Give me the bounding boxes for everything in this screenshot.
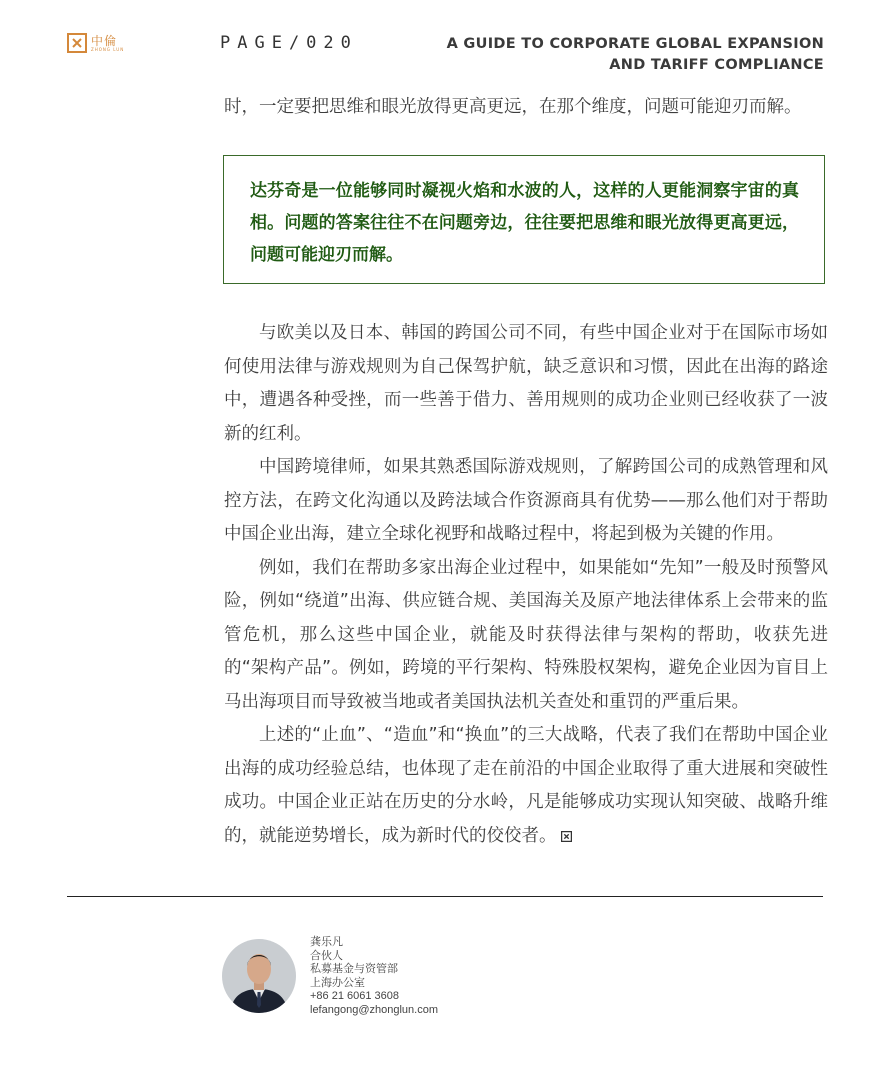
document-title-line-2: AND TARIFF COMPLIANCE xyxy=(609,57,824,73)
document-title-line-1: A GUIDE TO CORPORATE GLOBAL EXPANSION xyxy=(446,36,824,52)
author-name: 龚乐凡 xyxy=(310,936,343,948)
body-text xyxy=(224,317,828,853)
author-office: 上海办公室 xyxy=(310,976,365,989)
footer-divider xyxy=(67,896,823,897)
intro-text-block xyxy=(224,91,828,125)
page-number: PAGE/020 xyxy=(220,33,358,53)
body-paragraph-4-text: 上述的“止血”、“造血”和“换血”的三大战略，代表了我们在帮助中国企业出海的成功经验总结，也体现了走在前沿的中国企业取得了重大进展和突破性成功。中国企业正站在历史的分水岭，凡是能够成功实现认知突破、战略升维的，就能逆势增长，成为新时代的佼佼者。 xyxy=(224,725,828,846)
author-portrait-icon xyxy=(222,939,296,1013)
intro-line: 时，一定要把思维和眼光放得更高更远，在那个维度，问题可能迎刃而解。 xyxy=(224,97,802,117)
body-paragraph-2: 中国跨境律师，如果其熟悉国际游戏规则，了解跨国公司的成熟管理和风控方法，在跨文化沟通以及跨法域合作资源商具有优势——那么他们对于帮助中国企业出海，建立全球化视野和战略过程中，将起到极为关键的作用。 xyxy=(224,457,828,544)
author-info xyxy=(310,936,438,1017)
body-paragraph-1: 与欧美以及日本、韩国的跨国公司不同，有些中国企业对于在国际市场如何使用法律与游戏规则为自己保驾护航，缺乏意识和习惯，因此在出海的路途中，遭遇各种受挫，而一些善于借力、善用规则的成功企业则已经收获了一波新的红利。 xyxy=(224,323,828,444)
author-phone: +86 21 6061 3608 xyxy=(310,990,400,1002)
logo-english-text: ZHONG LUN xyxy=(91,46,125,52)
author-role: 合伙人 xyxy=(310,949,343,962)
highlight-quote-text: 达芬奇是一位能够同时凝视火焰和水波的人，这样的人更能洞察宇宙的真相。问题的答案往往不在问题旁边，往往要把思维和眼光放得更高更远，问题可能迎刃而解。 xyxy=(250,181,799,265)
end-mark-icon xyxy=(561,831,572,842)
highlight-quote-box xyxy=(223,155,825,284)
zhonglun-logo-icon xyxy=(67,33,87,53)
zhonglun-logo xyxy=(67,33,124,53)
author-email: lefangong@zhonglun.com xyxy=(310,1003,438,1016)
document-title xyxy=(447,34,824,76)
author-department: 私募基金与资管部 xyxy=(310,963,398,975)
body-paragraph-4 xyxy=(224,719,828,853)
body-paragraph-3: 例如，我们在帮助多家出海企业过程中，如果能如“先知”一般及时预警风险，例如“绕道”出海、供应链合规、美国海关及原产地法律体系上会带来的监管危机，那么这些中国企业，就能及时获得法律与架构的帮助，收获先进的“架构产品”。例如，跨境的平行架构、特殊股权架构，避免企业因为盲目上马出海项目而导致被当地或者美国执法机关查处和重罚的严重后果。 xyxy=(224,557,828,712)
author-avatar xyxy=(222,939,296,1013)
logo-chinese-text: 中倫 xyxy=(91,33,118,48)
